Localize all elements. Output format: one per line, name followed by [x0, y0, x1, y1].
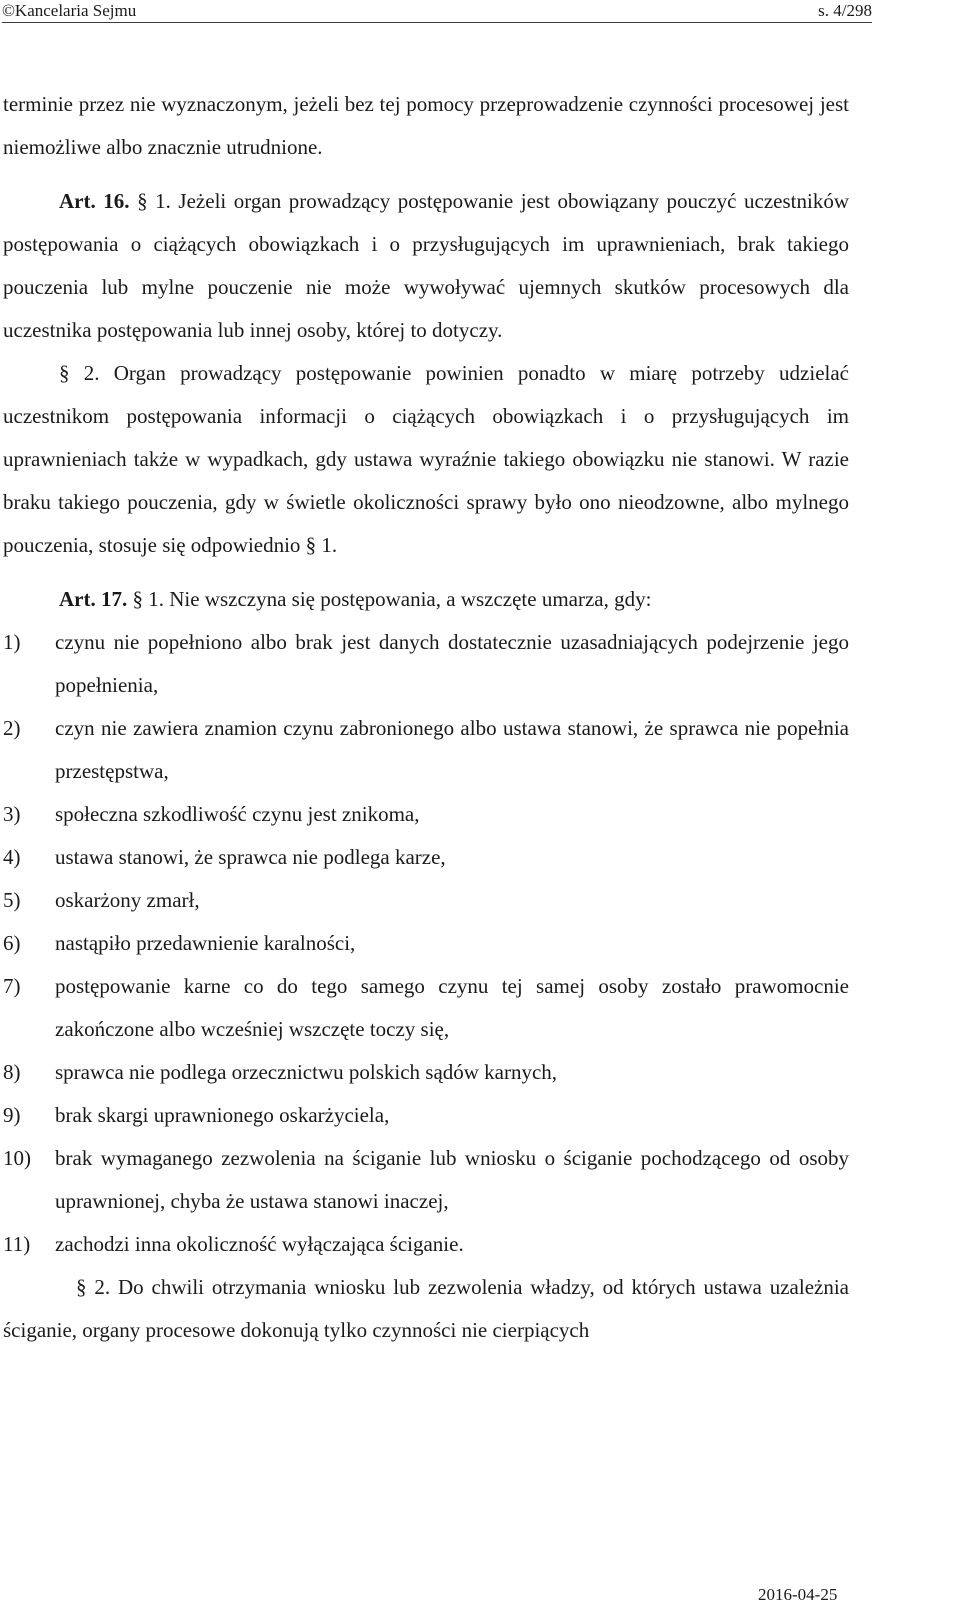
list-item [3, 836, 849, 879]
list-item-text: czynu nie popełniono albo brak jest danych dostatecznie uzasadniających podejrzenie jego popełnienia, [55, 630, 849, 697]
list-item-text: brak skargi uprawnionego oskarżyciela, [55, 1103, 390, 1127]
list-item-text: czyn nie zawiera znamion czynu zabronionego albo ustawa stanowi, że sprawca nie popełnia przestępstwa, [55, 716, 849, 783]
list-item-number: 2) [3, 716, 21, 740]
list-item-text: społeczna szkodliwość czynu jest znikoma, [55, 802, 420, 826]
list-item-text: zachodzi inna okoliczność wyłączająca ściganie. [55, 1232, 464, 1256]
list-item-number: 7) [3, 974, 21, 998]
list-item-number: 5) [3, 888, 21, 912]
art17-list [3, 621, 849, 1266]
list-item-text: postępowanie karne co do tego samego czynu tej samej osoby zostało prawomocnie zakończone albo wcześniej wszczęte toczy się, [55, 974, 849, 1041]
list-item-number: 6) [3, 931, 21, 955]
art17-label: Art. 17. [59, 587, 128, 611]
art16-label: Art. 16. [59, 189, 130, 213]
list-item [3, 793, 849, 836]
list-item [3, 1223, 849, 1266]
art17-par1 [3, 578, 849, 621]
list-item [3, 707, 849, 793]
art16-par1 [3, 180, 849, 352]
list-item [3, 1137, 849, 1223]
list-item [3, 965, 849, 1051]
list-item-text: nastąpiło przedawnienie karalności, [55, 931, 356, 955]
list-item-number: 3) [3, 802, 21, 826]
page-header [0, 0, 960, 28]
list-item-text: brak wymaganego zezwolenia na ściganie lub wniosku o ściganie pochodzącego od osoby uprawnionej, chyba że ustawa stanowi inaczej, [55, 1146, 849, 1213]
spacer [3, 567, 849, 578]
list-item-number: 4) [3, 845, 21, 869]
art16-par2: § 2. Organ prowadzący postępowanie powinien ponadto w miarę potrzeby udzielać uczestnikom postępowania informacji o ciążących obowiązkach i o przysługujących im uprawnieniach także w wypadkach, gdy ustawa wyraźnie takiego obowiązku nie stanowi. W razie braku takiego pouczenia, gdy w świetle okoliczności sprawy było ono nieodzowne, albo mylnego pouczenia, stosuje się odpowiednio § 1. [3, 361, 849, 557]
list-item-number: 1) [3, 630, 21, 654]
list-item-number: 9) [3, 1103, 21, 1127]
list-item [3, 879, 849, 922]
list-item-number: 8) [3, 1060, 21, 1084]
list-item-text: oskarżony zmarł, [55, 888, 200, 912]
art17-par2: § 2. Do chwili otrzymania wniosku lub zezwolenia władzy, od których ustawa uzależnia ściganie, organy procesowe dokonują tylko czynności nie cierpiących [3, 1275, 849, 1342]
list-item [3, 621, 849, 707]
document-body [3, 83, 849, 1352]
art16-par1-text: § 1. Jeżeli organ prowadzący postępowanie jest obowiązany pouczyć uczestników postępowania o ciążących obowiązkach i o przysługujących im uprawnieniach, brak takiego pouczenia lub mylne pouczenie nie może wywoływać ujemnych skutków procesowych dla uczestnika postępowania lub innej osoby, której to dotyczy. [3, 189, 849, 342]
list-item-text: sprawca nie podlega orzecznictwu polskich sądów karnych, [55, 1060, 558, 1084]
footer-date: 2016-04-25 [758, 1585, 838, 1604]
list-item-number: 11) [3, 1232, 31, 1256]
list-item-number: 10) [3, 1146, 31, 1170]
art17-par1-text: § 1. Nie wszczyna się postępowania, a wszczęte umarza, gdy: [127, 587, 652, 611]
header-source: ©Kancelaria Sejmu [2, 1, 137, 20]
list-item [3, 1051, 849, 1094]
list-item [3, 1094, 849, 1137]
header-rule [2, 22, 872, 23]
intro-paragraph: terminie przez nie wyznaczonym, jeżeli bez tej pomocy przeprowadzenie czynności procesowej jest niemożliwe albo znacznie utrudnione. [3, 92, 849, 159]
list-item-text: ustawa stanowi, że sprawca nie podlega karze, [55, 845, 446, 869]
list-item [3, 922, 849, 965]
header-page-number: s. 4/298 [818, 1, 872, 20]
spacer [3, 169, 849, 180]
